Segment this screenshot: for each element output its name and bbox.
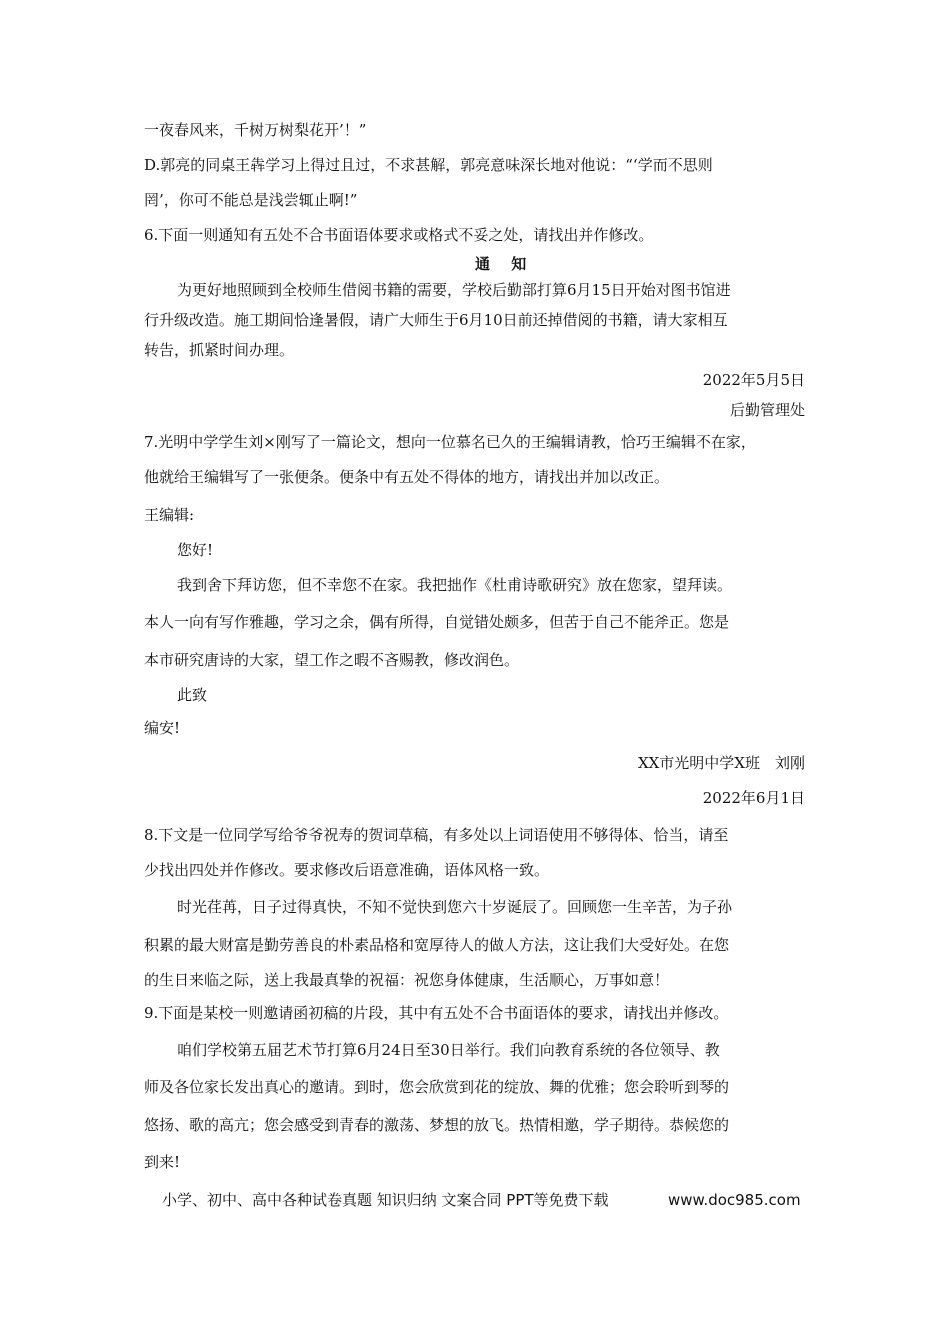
note-closing: 此致 [177,686,208,704]
question-8-heading: 少找出四处并作修改。要求修改后语意准确，语体风格一致。 [144,861,550,879]
speech-body-line: 的生日来临之际，送上我最真挚的祝福：祝您身体健康，生活顺心，万事如意！ [144,971,670,989]
question-6-heading: 6.下面一则通知有五处不合书面语体要求或格式不妥之处，请找出并作修改。 [144,226,654,244]
footer-link[interactable]: www.doc985.com [668,1191,801,1209]
note-body-line: 我到舍下拜访您，但不幸您不在家。我把拙作《杜甫诗歌研究》放在您家，望拜读。 [177,576,733,594]
note-salutation: 王编辑: [144,506,195,524]
option-d-line: D.郭亮的同桌王犇学习上得过且过，不求甚解，郭亮意味深长地对他说：“‘学而不思则 [144,156,713,174]
note-body-line: 本市研究唐诗的大家，望工作之暇不吝赐教，修改润色。 [144,651,520,669]
notice-date: 2022年5月5日 [702,371,805,389]
notice-body-line: 行升级改造。施工期间恰逢暑假，请广大师生于6月10日前还掉借阅的书籍，请大家相互 [144,311,728,329]
invitation-body-line: 师及各位家长发出真心的邀请。到时，您会欣赏到花的绽放、舞的优雅；您会聆听到琴的 [144,1078,730,1096]
notice-body-line: 转告，抓紧时间办理。 [144,341,295,359]
note-date: 2022年6月1日 [702,789,805,807]
note-signature: XX市光明中学X班 刘刚 [637,754,805,772]
invitation-body-line: 到来! [144,1153,181,1171]
speech-body-line: 时光荏苒，日子过得真快，不知不觉快到您六十岁诞辰了。回顾您一生辛苦，为子孙 [177,898,733,916]
question-7-heading: 他就给王编辑写了一张便条。便条中有五处不得体的地方，请找出并加以改正。 [144,468,670,486]
invitation-body-line: 悠扬、歌的高亢；您会感受到青春的激荡、梦想的放飞。热情相邀，学子期待。恭候您的 [144,1116,730,1134]
speech-body-line: 积累的最大财富是勤劳善良的朴素品格和宽厚待人的做人方法，这让我们大受好处。在您 [144,936,730,954]
question-9-heading: 9.下面是某校一则邀请函初稿的片段，其中有五处不合书面语体的要求，请找出并修改。 [144,1004,729,1022]
footer-text: 小学、初中、高中各种试卷真题 知识归纳 文案合同 PPT等免费下载 [162,1191,609,1209]
notice-title: 通 知 [475,255,535,273]
note-body-line: 本人一向有写作雅趣，学习之余，偶有所得，自觉错处颇多，但苦于自己不能斧正。您是 [144,613,730,631]
question-7-heading: 7.光明中学学生刘×刚写了一篇论文，想向一位慕名已久的王编辑请教，恰巧王编辑不在家， [144,433,756,451]
question-8-heading: 8.下文是一位同学写给爷爷祝寿的贺词草稿，有多处以上词语使用不够得体、恰当，请至 [144,826,729,844]
text-line: 一夜春风来，千树万树梨花开’！” [144,121,367,139]
invitation-body-line: 咱们学校第五届艺术节打算6月24日至30日举行。我们向教育系统的各位领导、教 [177,1041,720,1059]
note-closing: 编安! [144,719,181,737]
note-greeting: 您好! [177,541,214,559]
notice-body-line: 为更好地照顾到全校师生借阅书籍的需要，学校后勤部打算6月15日开始对图书馆进 [177,281,731,299]
notice-signature: 后勤管理处 [729,401,805,419]
text-line: 罔’，你可不能总是浅尝辄止啊!” [144,191,358,209]
